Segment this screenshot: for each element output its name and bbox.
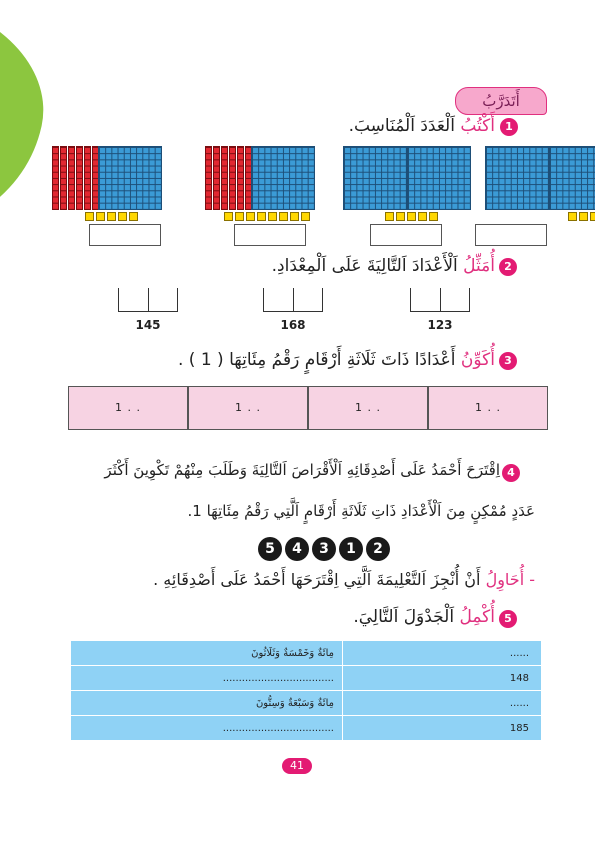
hundred-square [485, 146, 549, 210]
exercise-5-number: 5 [499, 610, 517, 628]
exercise-1-number: 1 [500, 118, 518, 136]
tens-rod [76, 146, 83, 210]
exercise-2-rest: اَلْأَعْدَادَ اَلتَّالِيَةَ عَلَى اَلْمِعْدَادِ. [271, 256, 464, 276]
answer-box-1[interactable] [89, 224, 161, 246]
number-box-1[interactable] [428, 386, 548, 430]
one-unit [429, 212, 438, 221]
try-instruction [153, 570, 535, 589]
decorative-leaf [0, 0, 62, 254]
table-row [71, 666, 542, 691]
table-cell-number[interactable]: 148 [343, 666, 542, 691]
one-unit [235, 212, 244, 221]
number-discs [258, 537, 390, 561]
table-row [71, 716, 542, 741]
one-unit [385, 212, 394, 221]
abacus-3[interactable] [410, 288, 470, 316]
one-unit [301, 212, 310, 221]
ones-units-group-4 [568, 212, 595, 221]
tens-rod [237, 146, 244, 210]
table-cell-number[interactable]: ...... [343, 691, 542, 716]
number-box-3-text: 1 . . [235, 401, 261, 414]
number-box-1-text: 1 . . [475, 401, 501, 414]
disc-4: 4 [285, 537, 309, 561]
exercise-2-number: 2 [499, 258, 517, 276]
number-box-4[interactable] [68, 386, 188, 430]
number-words-table [70, 640, 542, 741]
one-unit [85, 212, 94, 221]
table-cell-words[interactable]: ................................... [71, 666, 343, 691]
disc-2: 2 [366, 537, 390, 561]
hundred-square [251, 146, 315, 210]
tens-rod [68, 146, 75, 210]
tens-rod [213, 146, 220, 210]
disc-5: 5 [258, 537, 282, 561]
exercise-3-rest: أَعْدَادًا ذَاتَ ثَلَاثَةِ أَرْقَامٍ رَقْمُ مِئَاتِهَا ( 1 ) . [177, 350, 461, 370]
try-rest: أَنْ أُنْجِزَ اَلتَّعْلِيمَةَ اَلَّتِي اِقْتَرَحَهَا أَحْمَدُ عَلَى أَصْدِقَائِهِ . [153, 570, 486, 589]
table-row [71, 691, 542, 716]
abacus-2[interactable] [263, 288, 323, 316]
answer-box-4[interactable] [475, 224, 547, 246]
tens-rod [229, 146, 236, 210]
one-unit [590, 212, 595, 221]
ones-units-group-2 [224, 212, 310, 221]
table-row [71, 641, 542, 666]
exercise-4-text-line-2: عَدَدٍ مُمْكِنٍ مِنَ اَلْأَعْدَادِ ذَاتِ ثَلَاثَةِ أَرْقَامٍ اَلَّتِي رَقْمُ مِئَاتِهَا 1. [187, 502, 535, 520]
exercise-3-number: 3 [499, 352, 517, 370]
exercise-5-title [353, 607, 495, 627]
exercise-3-title [178, 350, 495, 370]
one-unit [407, 212, 416, 221]
number-box-2[interactable] [308, 386, 428, 430]
table-cell-words[interactable]: ................................... [71, 716, 343, 741]
exercise-3-verb: أُكَوِّنُ [460, 350, 495, 370]
one-unit [579, 212, 588, 221]
abacus-number-2: 168 [280, 318, 306, 332]
answer-box-2[interactable] [234, 224, 306, 246]
try-verb: - أُحَاوِلُ [485, 570, 535, 589]
one-unit [396, 212, 405, 221]
exercise-1-verb: أَكْتُبُ [460, 116, 495, 136]
exercise-1-title [349, 116, 495, 136]
table-cell-words[interactable]: مِائَةٌ وَخَمْسَةٌ وَثَلَاثُونَ [71, 641, 343, 666]
one-unit [129, 212, 138, 221]
disc-3: 3 [312, 537, 336, 561]
one-unit [118, 212, 127, 221]
exercise-5-verb: أُكْمِلُ [459, 607, 495, 627]
one-unit [268, 212, 277, 221]
abacus-number-1: 145 [135, 318, 161, 332]
table-cell-number[interactable]: 185 [343, 716, 542, 741]
number-box-4-text: 1 . . [115, 401, 141, 414]
disc-1: 1 [339, 537, 363, 561]
tens-rod [84, 146, 91, 210]
hundred-square [98, 146, 162, 210]
exercise-4-text-line-1: اِقْتَرَحَ أَحْمَدُ عَلَى أَصْدِقَائِهِ اَلْأَقْرَاصَ اَلتَّالِيَةَ وَطَلَبَ مِنْهُمْ تَكْوِينَ أَكْثَرَ [104, 461, 500, 479]
exercise-2-title [272, 256, 495, 276]
abacus-number-3: 123 [427, 318, 453, 332]
practice-tag [455, 87, 547, 115]
one-unit [107, 212, 116, 221]
number-box-3[interactable] [188, 386, 308, 430]
table-cell-words[interactable]: مِائَةٌ وَسَبْعَةٌ وَسِتُّونَ [71, 691, 343, 716]
tens-rod [205, 146, 212, 210]
hundred-square [407, 146, 471, 210]
practice-tag-label: أَتَدَرَّبُ [482, 92, 520, 110]
answer-box-3[interactable] [370, 224, 442, 246]
ones-units-group-1 [85, 212, 138, 221]
exercise-1-rest: اَلْعَدَدَ اَلْمُنَاسِبَ. [348, 116, 461, 136]
one-unit [224, 212, 233, 221]
one-unit [257, 212, 266, 221]
one-unit [418, 212, 427, 221]
exercise-5-rest: اَلْجَدْوَلَ اَلتَّالِيَ. [353, 607, 460, 627]
hundred-square [343, 146, 407, 210]
one-unit [96, 212, 105, 221]
page-number: 41 [282, 758, 312, 774]
one-unit [568, 212, 577, 221]
one-unit [246, 212, 255, 221]
exercise-2-verb: أُمَثِّلُ [463, 256, 495, 276]
one-unit [279, 212, 288, 221]
table-cell-number[interactable]: ...... [343, 641, 542, 666]
exercise-4-number: 4 [502, 464, 520, 482]
tens-rod [60, 146, 67, 210]
abacus-1[interactable] [118, 288, 178, 316]
tens-rod [221, 146, 228, 210]
hundred-square [549, 146, 595, 210]
ones-units-group-3 [385, 212, 438, 221]
number-box-2-text: 1 . . [355, 401, 381, 414]
tens-rod [52, 146, 59, 210]
one-unit [290, 212, 299, 221]
